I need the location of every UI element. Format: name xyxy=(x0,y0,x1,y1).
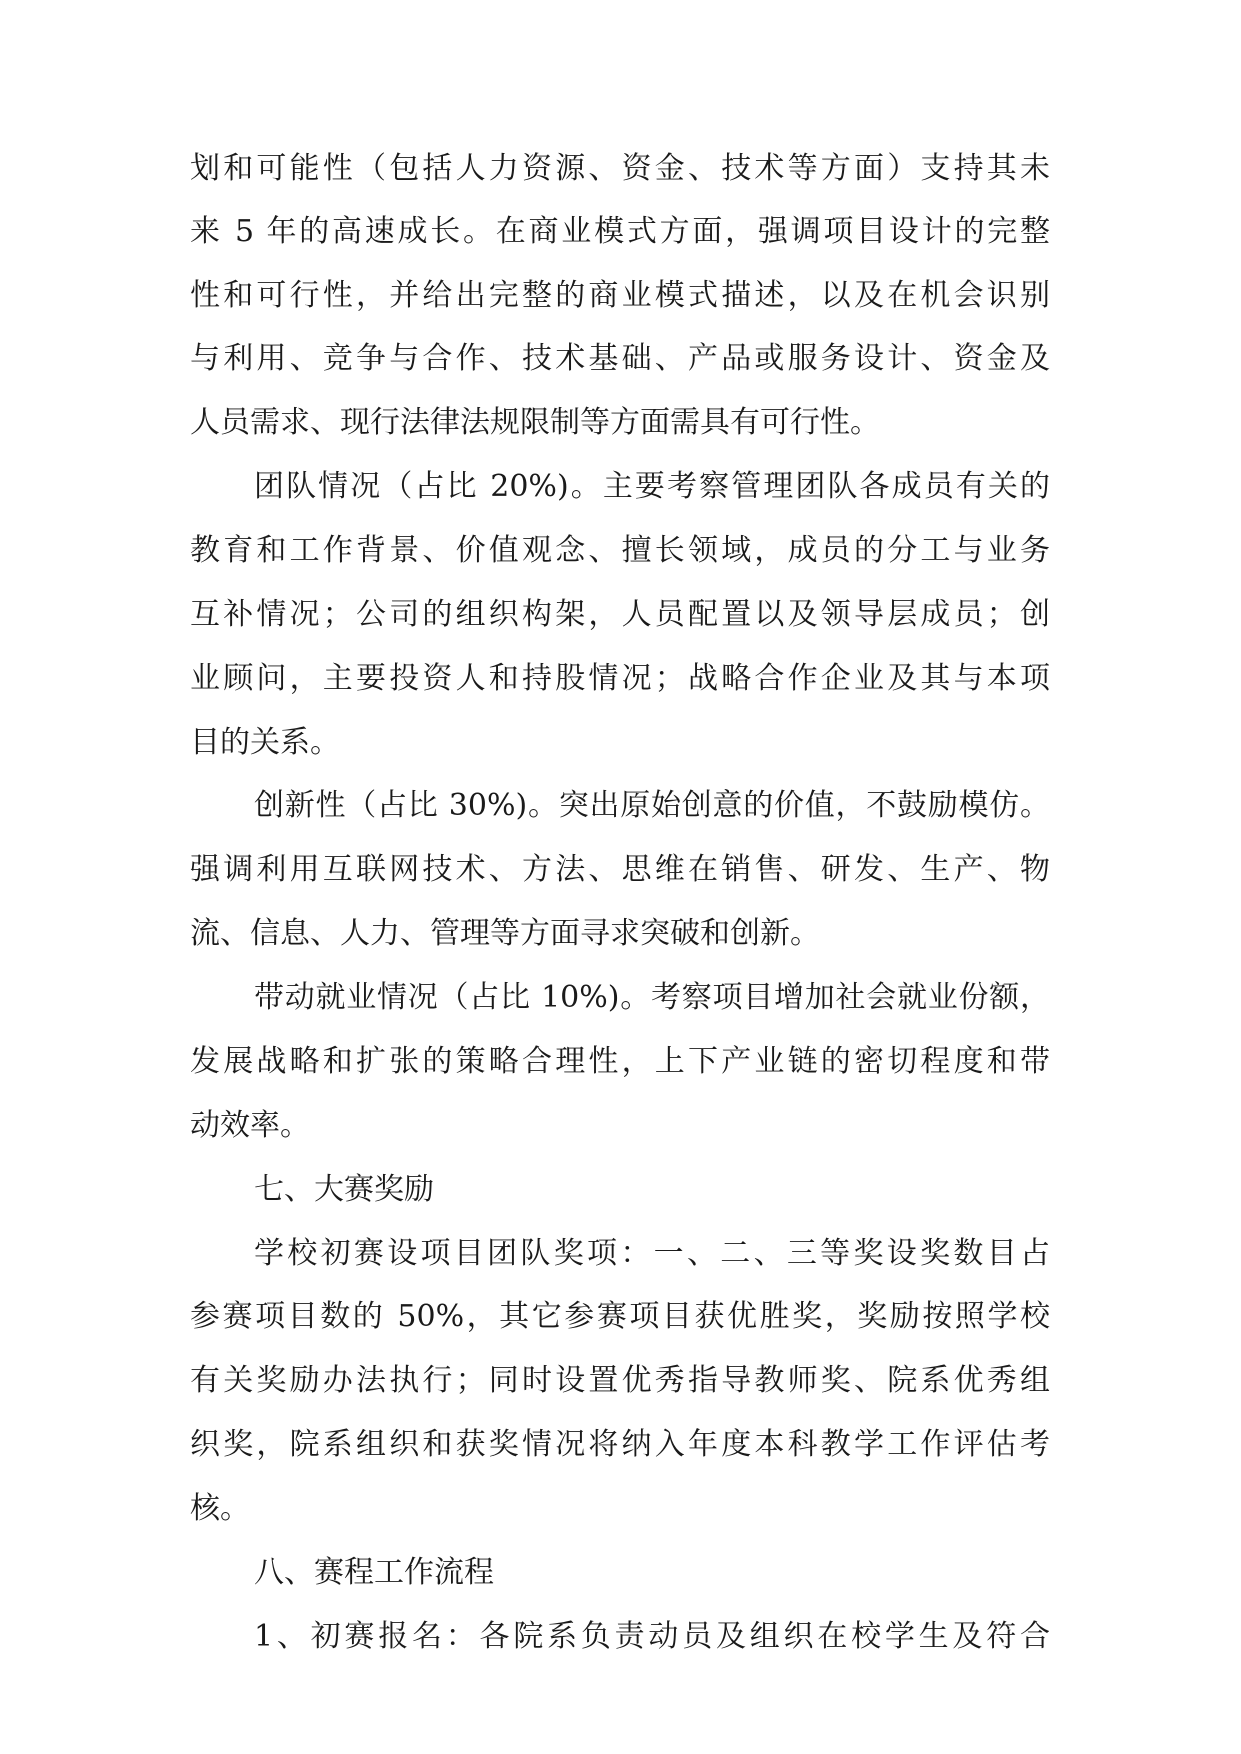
body-text-line: 目的关系。 xyxy=(190,725,340,760)
body-text-line: 业顾问，主要投资人和持股情况；战略合作企业及其与本项 xyxy=(190,661,1050,696)
body-text-line: 有关奖励办法执行；同时设置优秀指导教师奖、院系优秀组 xyxy=(190,1363,1050,1398)
body-text-line: 互补情况；公司的组织构架，人员配置以及领导层成员；创 xyxy=(190,597,1050,632)
body-text-line: 来 5 年的高速成长。在商业模式方面，强调项目设计的完整 xyxy=(190,214,1050,249)
paragraph-first-line: 团队情况（占比 20%)。主要考察管理团队各成员有关的 xyxy=(254,469,1050,504)
body-text-line: 流、信息、人力、管理等方面寻求突破和创新。 xyxy=(190,916,820,951)
section-heading: 七、大赛奖励 xyxy=(254,1172,434,1207)
body-text-line: 性和可行性，并给出完整的商业模式描述，以及在机会识别 xyxy=(190,278,1050,313)
body-text-line: 参赛项目数的 50%，其它参赛项目获优胜奖，奖励按照学校 xyxy=(190,1299,1050,1334)
body-text-line: 强调利用互联网技术、方法、思维在销售、研发、生产、物 xyxy=(190,852,1050,887)
section-heading: 八、赛程工作流程 xyxy=(254,1555,494,1590)
paragraph-first-line: 创新性（占比 30%)。突出原始创意的价值，不鼓励模仿。 xyxy=(254,788,1050,823)
paragraph-first-line: 学校初赛设项目团队奖项：一、二、三等奖设奖数目占 xyxy=(254,1236,1050,1271)
body-text-line: 人员需求、现行法律法规限制等方面需具有可行性。 xyxy=(190,405,880,440)
body-text-line: 与利用、竞争与合作、技术基础、产品或服务设计、资金及 xyxy=(190,341,1050,376)
paragraph-first-line: 1、初赛报名：各院系负责动员及组织在校学生及符合 xyxy=(254,1619,1050,1654)
body-text-line: 核。 xyxy=(190,1491,250,1526)
body-text-line: 动效率。 xyxy=(190,1108,310,1143)
paragraph-first-line: 带动就业情况（占比 10%)。考察项目增加社会就业份额， xyxy=(254,980,1050,1015)
body-text-line: 划和可能性（包括人力资源、资金、技术等方面）支持其未 xyxy=(190,151,1050,186)
body-text-line: 发展战略和扩张的策略合理性，上下产业链的密切程度和带 xyxy=(190,1044,1050,1079)
body-text-line: 教育和工作背景、价值观念、擅长领域，成员的分工与业务 xyxy=(190,533,1050,568)
body-text-line: 织奖，院系组织和获奖情况将纳入年度本科教学工作评估考 xyxy=(190,1427,1050,1462)
